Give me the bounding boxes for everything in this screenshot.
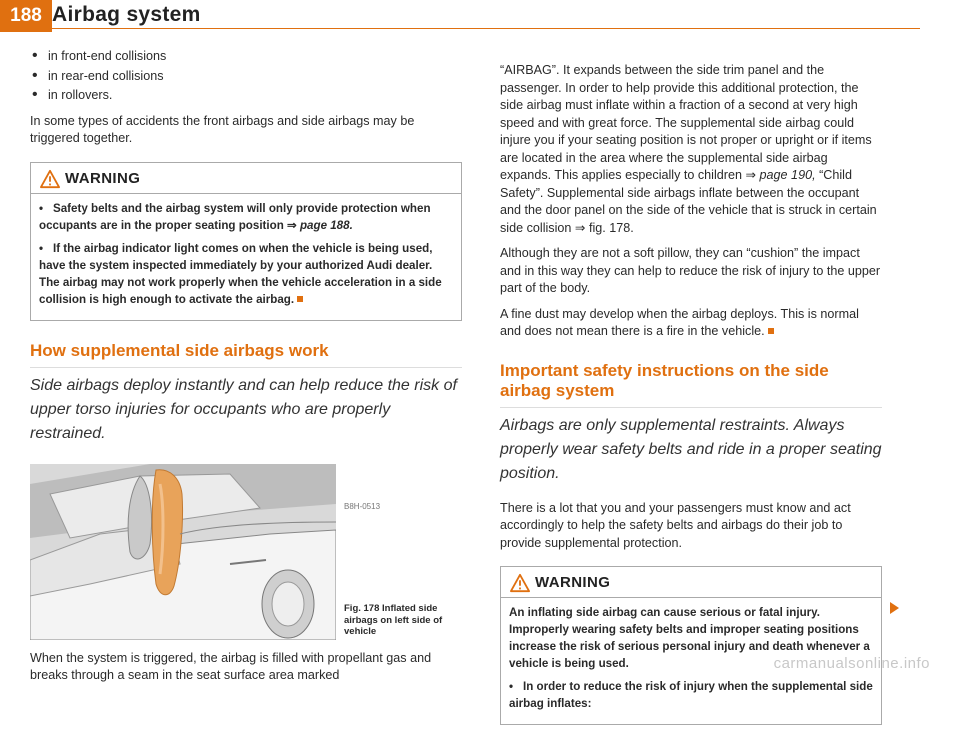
watermark: carmanualsonline.info (773, 655, 930, 672)
section-lead: Airbags are only supplemental restraints. Always properly wear safety belts and ride in a proper seating position. (500, 416, 882, 482)
left-column (30, 48, 462, 693)
paragraph-text: “Child Safety”. Supplemental side airbags inflate between the occupant and the door panel on the side of the vehicle that is struck in certain side collision ⇒ fig. 178. (500, 168, 877, 235)
page-reference-link[interactable]: page 190, (759, 168, 816, 182)
page-title: Airbag system (52, 3, 201, 26)
warning-header (31, 163, 461, 193)
warning-box (30, 162, 462, 321)
end-marker-icon (297, 296, 303, 302)
section-heading: Important safety instructions on the side airbag system (500, 361, 882, 408)
warning-title: WARNING (65, 169, 141, 187)
paragraph: Although they are not a soft pillow, they can “cushion” the impact and in this way they can help to reduce the risk of injury to the upper part of the body. (500, 246, 881, 295)
page-reference-link[interactable]: page 188. (299, 218, 353, 232)
end-marker-icon (768, 328, 774, 334)
paragraph: In some types of accidents the front airbags and side airbags may be triggered together. (30, 113, 415, 145)
warning-body (31, 193, 461, 320)
paragraph: There is a lot that you and your passengers must know and act accordingly to help the safety belts and airbags do their job to provide supplemental protection. (500, 500, 851, 550)
figure-code: B8H-0513 (344, 501, 381, 511)
warning-title: WARNING (535, 574, 611, 592)
list-item: • in rollovers. (30, 87, 462, 105)
paragraph: When the system is triggered, the airbag is filled with propellant gas and breaks through a seam in the seat surface area marked (30, 650, 432, 682)
paragraph (500, 306, 882, 341)
section-heading: How supplemental side airbags work (30, 341, 462, 368)
paragraph (500, 62, 882, 237)
paragraph-text: “AIRBAG”. It expands between the side trim panel and the passenger. In order to help provide this additional protection, the side airbag must inflate within a fraction of a second at very high speed and with great force. The supplemental side airbag could injure you if your seating position is not proper or upright or if items are located in the area where the supplemental side airbag expands. This applies especially to children ⇒ (500, 63, 872, 182)
collision-list (30, 48, 462, 105)
airbag-illustration (30, 464, 336, 640)
right-column (500, 62, 882, 737)
paragraph-text: A fine dust may develop when the airbag deploys. This is normal and does not mean there is a fire in the vehicle. (500, 306, 859, 338)
warning-item: • In order to reduce the risk of injury when the supplemental side airbag inflates: (509, 680, 873, 710)
warning-text: In order to reduce the risk of injury when the supplemental side airbag inflates: (509, 680, 873, 710)
warning-triangle-icon (39, 169, 61, 189)
warning-header (501, 567, 881, 597)
warning-text: Safety belts and the airbag system will only provide protection when occupants are in the proper seating position ⇒ (39, 201, 431, 232)
warning-item: • Safety belts and the airbag system will only provide protection when occupants are in the proper seating position ⇒ page 188. (39, 201, 431, 232)
warning-intro: An inflating side airbag can cause serious or fatal injury. Improperly wearing safety belts and improper seating positions increase the risk of serious personal injury and death whenever a vehicle is being used. (509, 606, 870, 670)
warning-item: • If the airbag indicator light comes on when the vehicle is being used, have the system inspected immediately by your authorized Audi dealer. The airbag may not work properly when the vehicle acceleration in a side collision is high enough to activate the airbag. (39, 241, 442, 306)
figure (30, 464, 462, 640)
page-number: 188 (0, 0, 52, 32)
continue-arrow-icon (890, 602, 899, 614)
warning-text: If the airbag indicator light comes on when the vehicle is being used, have the system inspected immediately by your authorized Audi dealer. The airbag may not work properly when the vehicle acceleration in a side collision is high enough to activate the airbag. (39, 241, 442, 306)
warning-box (500, 566, 882, 725)
list-item: • in front-end collisions (30, 48, 462, 66)
figure-caption: Fig. 178 Inflated side airbags on left side of vehicle (344, 603, 443, 637)
list-item: • in rear-end collisions (30, 68, 462, 86)
figure-caption-block (344, 498, 444, 640)
header-rule (36, 28, 920, 29)
section-lead: Side airbags deploy instantly and can help reduce the risk of upper torso injuries for occupants who are properly restrained. (30, 376, 457, 442)
warning-triangle-icon (509, 573, 531, 593)
